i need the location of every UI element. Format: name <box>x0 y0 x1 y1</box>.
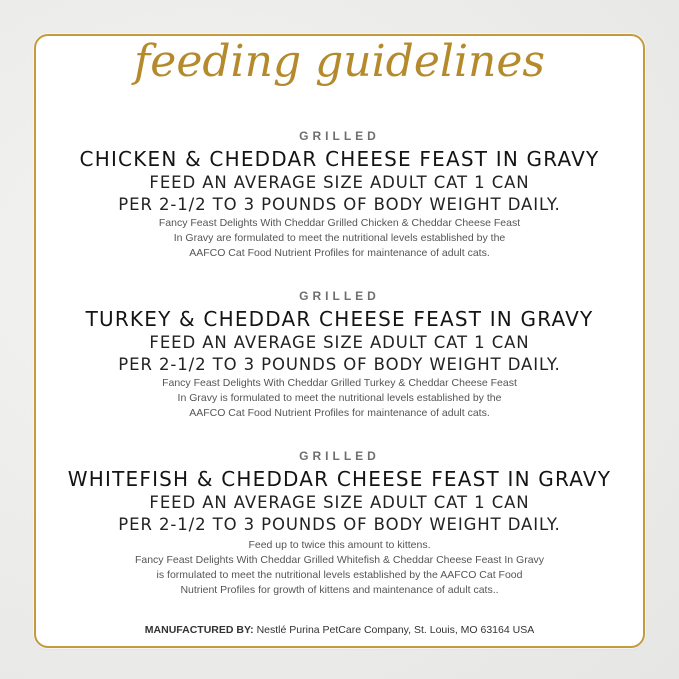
manufacturer-footer <box>0 624 679 636</box>
note-line-2: In Gravy is formulated to meet the nutritional levels established by the <box>177 392 502 404</box>
section-kicker: GRILLED <box>299 449 380 463</box>
section-kicker: GRILLED <box>299 129 380 143</box>
feed-line-1: FEED AN AVERAGE SIZE ADULT CAT 1 CAN <box>149 173 530 192</box>
note-line-2: In Gravy are formulated to meet the nutritional levels established by the <box>173 232 506 244</box>
footer-label: MANUFACTURED BY: <box>144 624 254 636</box>
section-kicker: GRILLED <box>299 289 380 303</box>
note-line-1: Fancy Feast Delights With Cheddar Grilled Chicken & Cheddar Cheese Feast <box>158 217 521 229</box>
note-line-3: AAFCO Cat Food Nutrient Profiles for maintenance of adult cats. <box>189 247 490 259</box>
note-line-1: Fancy Feast Delights With Cheddar Grilled Turkey & Cheddar Cheese Feast <box>162 377 517 389</box>
kitten-note: Feed up to twice this amount to kittens. <box>248 539 431 551</box>
note-line-3: AAFCO Cat Food Nutrient Profiles for maintenance of adult cats. <box>189 407 490 419</box>
section-turkey <box>0 288 679 421</box>
note-line-2: is formulated to meet the nutritional levels established by the AAFCO Cat Food <box>156 569 523 581</box>
note-line-3: Nutrient Profiles for growth of kittens and maintenance of adult cats.. <box>180 584 499 596</box>
note-line-1: Fancy Feast Delights With Cheddar Grilled Whitefish & Cheddar Cheese Feast In Gravy <box>134 554 545 566</box>
feed-line-1: FEED AN AVERAGE SIZE ADULT CAT 1 CAN <box>149 333 530 352</box>
feed-line-1: FEED AN AVERAGE SIZE ADULT CAT 1 CAN <box>149 493 530 512</box>
product-name: CHICKEN & CHEDDAR CHEESE FEAST IN GRAVY <box>79 147 600 171</box>
product-name: TURKEY & CHEDDAR CHEESE FEAST IN GRAVY <box>85 307 594 331</box>
section-chicken <box>0 128 679 261</box>
feed-line-2: PER 2-1/2 TO 3 POUNDS OF BODY WEIGHT DAILY. <box>118 515 561 534</box>
feed-line-2: PER 2-1/2 TO 3 POUNDS OF BODY WEIGHT DAILY. <box>118 355 561 374</box>
section-whitefish <box>0 448 679 598</box>
product-name: WHITEFISH & CHEDDAR CHEESE FEAST IN GRAVY <box>67 467 612 491</box>
feed-line-2: PER 2-1/2 TO 3 POUNDS OF BODY WEIGHT DAILY. <box>118 195 561 214</box>
footer-text: Nestlé Purina PetCare Company, St. Louis, MO 63164 USA <box>256 624 535 636</box>
page-title: feeding guidelines <box>134 36 545 87</box>
